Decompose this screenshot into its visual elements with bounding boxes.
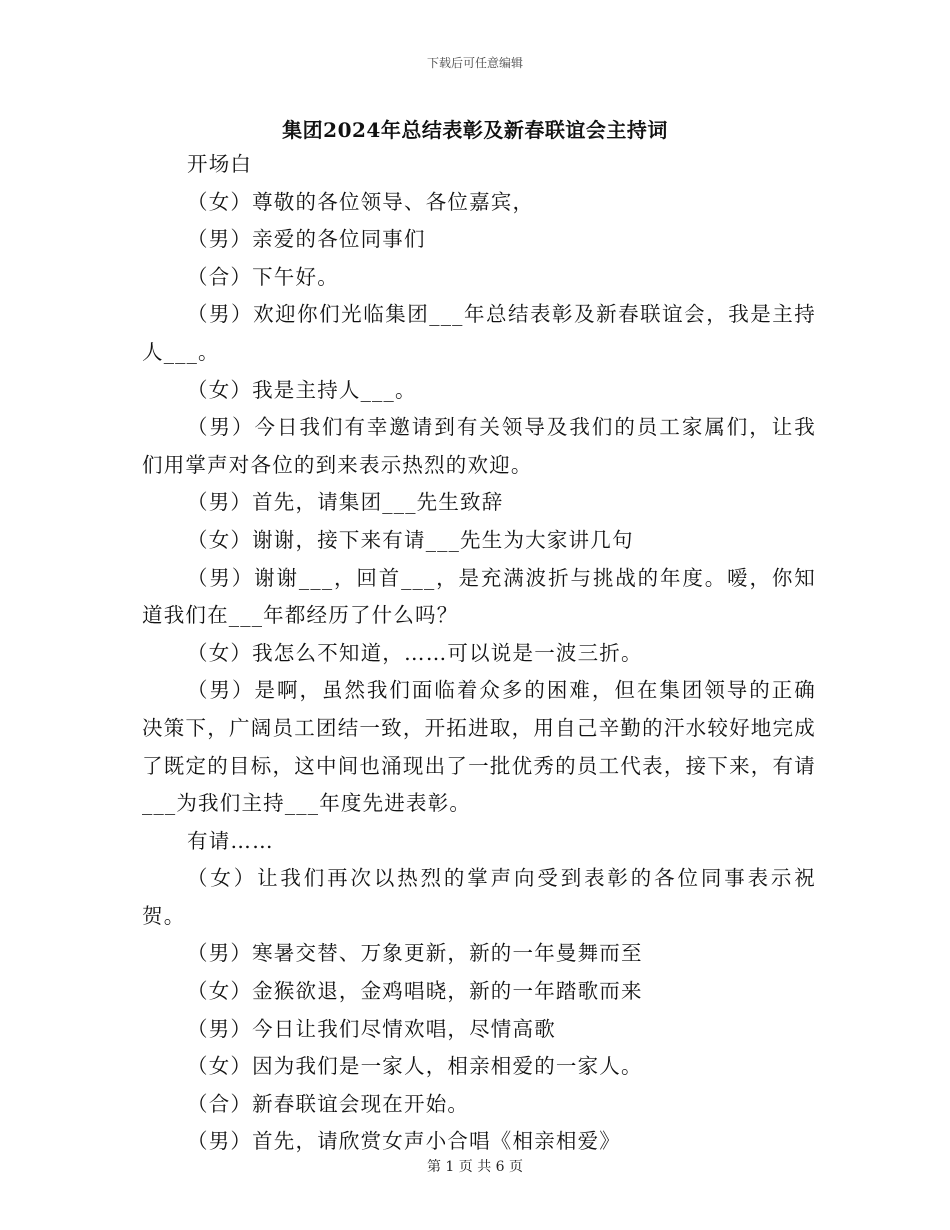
paragraph: （男）首先，请集团___先生致辞	[187, 490, 504, 515]
paragraph: （男）亲爱的各位同事们	[187, 227, 426, 252]
paragraph: （男）寒暑交替、万象更新，新的一年曼舞而至	[187, 941, 643, 966]
paragraph: （男）谢谢___，回首___，是充满波折与挑战的年度。嗳，你知道我们在___年都经历了什么吗？	[142, 565, 816, 628]
paragraph: 有请……	[187, 828, 274, 853]
download-editable-note: 下载后可任意编辑	[426, 56, 523, 70]
document-title: 集团2024年总结表彰及新春联谊会主持词	[282, 118, 668, 142]
paragraph: （女）尊敬的各位领导、各位嘉宾，	[187, 189, 535, 214]
paragraph: （女）让我们再次以热烈的掌声向受到表彰的各位同事表示祝贺。	[142, 866, 816, 928]
paragraph: （女）因为我们是一家人，相亲相爱的一家人。	[187, 1054, 643, 1079]
paragraph: （女）我怎么不知道，……可以说是一波三折。	[187, 640, 643, 665]
paragraph: （男）今日我们有幸邀请到有关领导及我们的员工家属们，让我们用掌声对各位的到来表示热烈的欢迎。	[142, 415, 816, 477]
paragraph: （合）下午好。	[187, 264, 339, 289]
paragraph: （女）我是主持人___。	[187, 377, 417, 402]
page-number: 第 1 页 共 6 页	[426, 1159, 524, 1175]
paragraph: （男）首先，请欣赏女声小合唱《相亲相爱》	[187, 1129, 621, 1154]
paragraph: （女）金猴欲退，金鸡唱晓，新的一年踏歌而来	[187, 979, 643, 1004]
paragraph-opening-label: 开场白	[187, 152, 253, 176]
document-body	[142, 146, 816, 1161]
paragraph: （男）今日让我们尽情欢唱，尽情高歌	[187, 1016, 556, 1041]
paragraph: （合）新春联谊会现在开始。	[187, 1091, 470, 1116]
paragraph: （女）谢谢，接下来有请___先生为大家讲几句	[187, 527, 634, 552]
paragraph: （男）欢迎你们光临集团___年总结表彰及新春联谊会，我是主持人___。	[142, 302, 816, 364]
paragraph: （男）是啊，虽然我们面临着众多的困难，但在集团领导的正确决策下，广阔员工团结一致，开拓进取，用自己辛勤的汗水较好地完成了既定的目标，这中间也涌现出了一批优秀的员工代表，接下来，有请___为我们主持___年度先进表彰。	[142, 678, 816, 816]
